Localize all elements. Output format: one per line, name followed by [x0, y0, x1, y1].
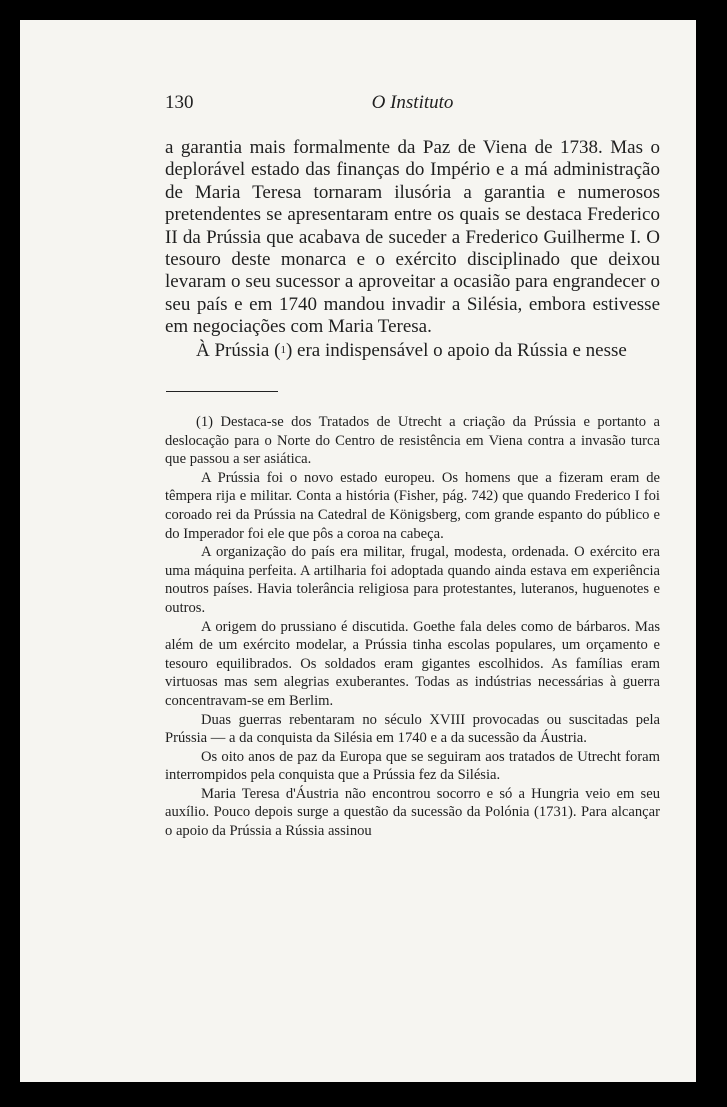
- main-text: [165, 137, 660, 362]
- footnote-text: Destaca-se dos Tratados de Utrecht a criação da Prússia e portanto a deslocação para o Norte do Centro de resistência em Viena contra a invasão turca que passou a ser asiática.: [165, 414, 660, 468]
- running-title: O Instituto: [371, 92, 454, 113]
- footnote: Maria Teresa d'Áustria não encontrou socorro e só a Hungria veio em seu auxílio. Pouco depois surge a questão da sucessão da Polónia (1731). Para alcançar o apoio da Prússia a Rússia assinou: [165, 785, 660, 840]
- book-page: [20, 20, 696, 1082]
- footnote-divider: [166, 391, 278, 392]
- paragraph-text: ) era indispensável o apoio da Rússia e nesse: [285, 339, 627, 361]
- footnote: A organização do país era militar, frugal, modesta, ordenada. O exército era uma máquina perfeita. A artilharia foi adoptada quando ainda estava em experiência noutros países. Havia tolerância religiosa para protestantes, luteranos, huguenotes e outros.: [165, 544, 660, 616]
- footnote: Duas guerras rebentaram no século XVIII provocadas ou suscitadas pela Prússia — a da conquista da Silésia em 1740 e a da sucessão da Áustria.: [165, 711, 660, 747]
- footnote: A origem do prussiano é discutida. Goethe fala deles como de bárbaros. Mas além de um exército modelar, a Prússia tinha escolas populares, um orçamento e tesouro equilibrados. Os soldados eram gigantes escolhidos. As famílias eram virtuosas mas sem alegrias exuberantes. Todas as indústrias necessárias à guerra concentravam-se em Berlim.: [165, 618, 660, 709]
- page-number: 130: [165, 92, 194, 113]
- footnote: A Prússia foi o novo estado europeu. Os homens que a fizeram eram de têmpera rija e militar. Conta a história (Fisher, pág. 742) que quando Frederico I foi coroado rei da Prússia na Catedral de Königsberg, com grande espanto do público e do Imperador foi ele que pôs a coroa na cabeça.: [165, 469, 660, 542]
- paragraph: [165, 339, 660, 362]
- paragraph: a garantia mais formalmente da Paz de Viena de 1738. Mas o deplorável estado das finanças do Império e a má administração de Maria Teresa tornaram ilusória a garantia e numerosos pretendentes se apresentaram entre os quais se destaca Frederico II da Prússia que acabava de suceder a Frederico Guilherme I. O tesouro deste monarca e o exército disciplinado que deixou levaram o seu sucessor a aproveitar a ocasião para engrandecer o seu país e em 1740 mandou invadir a Silésia, embora estivesse em negociações com Maria Teresa.: [165, 137, 660, 338]
- footnotes: [165, 413, 660, 841]
- footnote-reference: 1: [280, 343, 286, 356]
- footnote: Os oito anos de paz da Europa que se seguiram aos tratados de Utrecht foram interrompidos pela conquista que a Prússia fez da Silésia.: [165, 748, 660, 784]
- paragraph-text: À Prússia (: [196, 339, 281, 361]
- footnote: [165, 413, 660, 469]
- footnote-marker: (1): [196, 414, 214, 430]
